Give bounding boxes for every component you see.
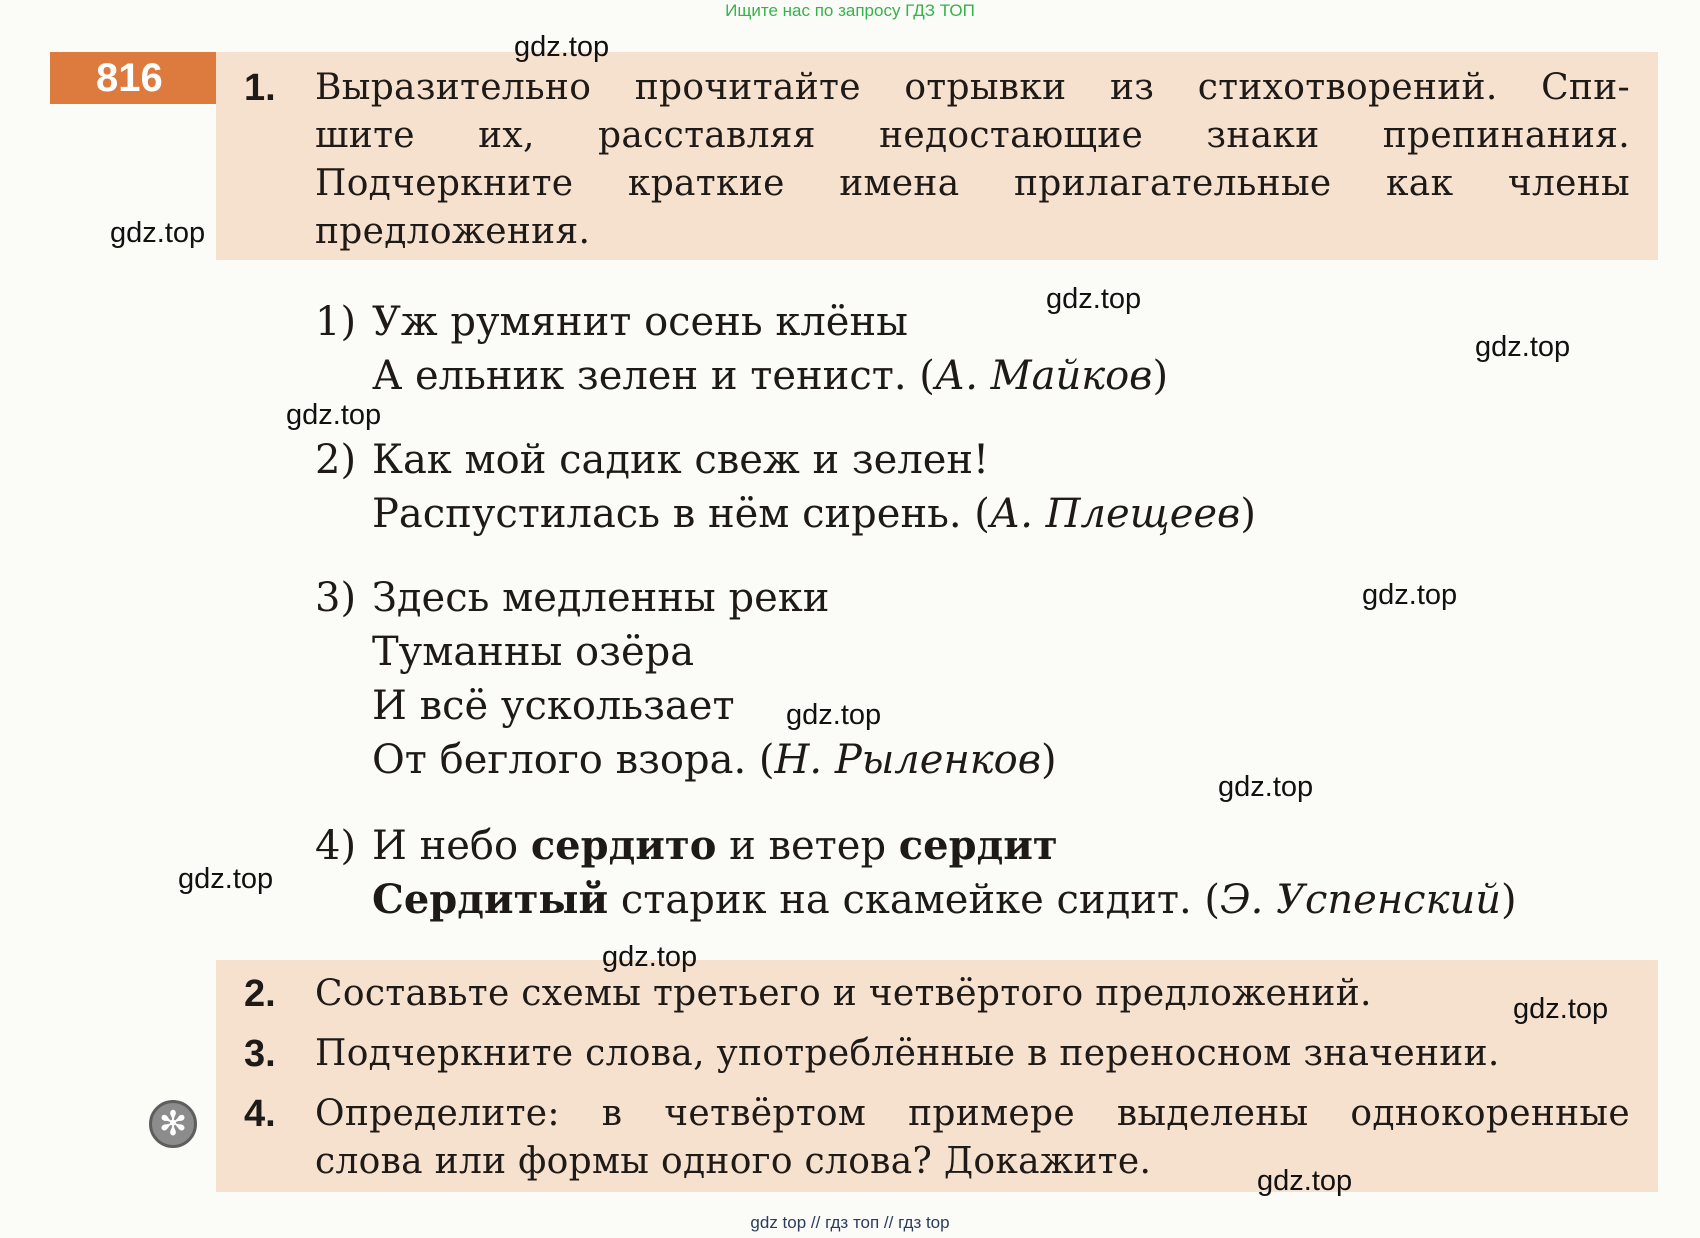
poem2-line-2: Распустилась в нём сирень. (А. Плещеев) — [372, 491, 1256, 537]
poem3-line-4: От беглого взора. (Н. Рыленков) — [372, 737, 1057, 783]
poem3-line-3: И всё ускользает — [372, 683, 735, 729]
watermark: gdz.top — [602, 941, 698, 973]
poem3-author: Н. Рыленков — [774, 737, 1042, 783]
watermark: gdz.top — [514, 31, 610, 63]
task1-line-2: шите их, расставляя недостающие знаки препинания. — [315, 115, 1630, 156]
task2-number: 2. — [244, 973, 276, 1015]
task3-number: 3. — [244, 1033, 276, 1075]
watermark: gdz.top — [786, 699, 882, 731]
watermark: gdz.top — [1475, 331, 1571, 363]
poem2-number: 2) — [315, 437, 357, 483]
footer-links: gdz top // гдз топ // гдз top — [750, 1213, 950, 1232]
task3-text: Подчеркните слова, употреблённые в переносном значении. — [315, 1033, 1500, 1074]
exercise-number-badge: 816 — [50, 52, 216, 104]
poem3-line-2: Туманны озёра — [372, 629, 695, 675]
bold-word-serdit: сердит — [898, 822, 1058, 869]
search-banner: Ищите нас по запросу ГДЗ ТОП — [725, 1, 975, 20]
poem4-line-2: Сердитый старик на скамейке сидит. (Э. Успенский) — [372, 876, 1517, 923]
task2-text: Составьте схемы третьего и четвёртого предложений. — [315, 973, 1372, 1014]
bold-word-serdityi: Сердитый — [372, 876, 609, 923]
poem3-number: 3) — [315, 575, 357, 621]
poem2-author: А. Плещеев — [989, 491, 1241, 537]
task1-number: 1. — [244, 67, 276, 109]
poem1-author: А. Майков — [934, 353, 1153, 399]
watermark: gdz.top — [286, 399, 382, 431]
task1-line-1: Выразительно прочитайте отрывки из стихотворений. Спи- — [315, 67, 1630, 108]
poem3-line-1: Здесь медленны реки — [372, 575, 830, 621]
poem4-author: Э. Успенский — [1220, 877, 1501, 923]
asterisk-star-icon: ✻ — [149, 1100, 197, 1148]
watermark: gdz.top — [178, 863, 274, 895]
task4-line-1: Определите: в четвёртом примере выделены однокоренные — [315, 1093, 1630, 1134]
poem1-number: 1) — [315, 299, 357, 345]
poem1-line-2: А ельник зелен и тенист. (А. Майков) — [372, 353, 1169, 399]
task4-line-2: слова или формы одного слова? Докажите. — [315, 1141, 1152, 1182]
watermark: gdz.top — [1513, 993, 1609, 1025]
watermark: gdz.top — [110, 217, 206, 249]
watermark: gdz.top — [1257, 1165, 1353, 1197]
poem2-line-1: Как мой садик свеж и зелен! — [372, 437, 990, 483]
task1-line-3: Подчеркните краткие имена прилагательные как члены — [315, 163, 1630, 204]
poem1-line-1: Уж румянит осень клёны — [372, 299, 908, 345]
watermark: gdz.top — [1218, 771, 1314, 803]
watermark: gdz.top — [1362, 579, 1458, 611]
poem4-line-1: И небо сердито и ветер сердит — [372, 822, 1058, 869]
watermark: gdz.top — [1046, 283, 1142, 315]
bold-word-serdito: сердито — [530, 822, 717, 869]
task4-number: 4. — [244, 1093, 276, 1135]
task1-line-4: предложения. — [315, 211, 591, 252]
poem4-number: 4) — [315, 823, 357, 869]
